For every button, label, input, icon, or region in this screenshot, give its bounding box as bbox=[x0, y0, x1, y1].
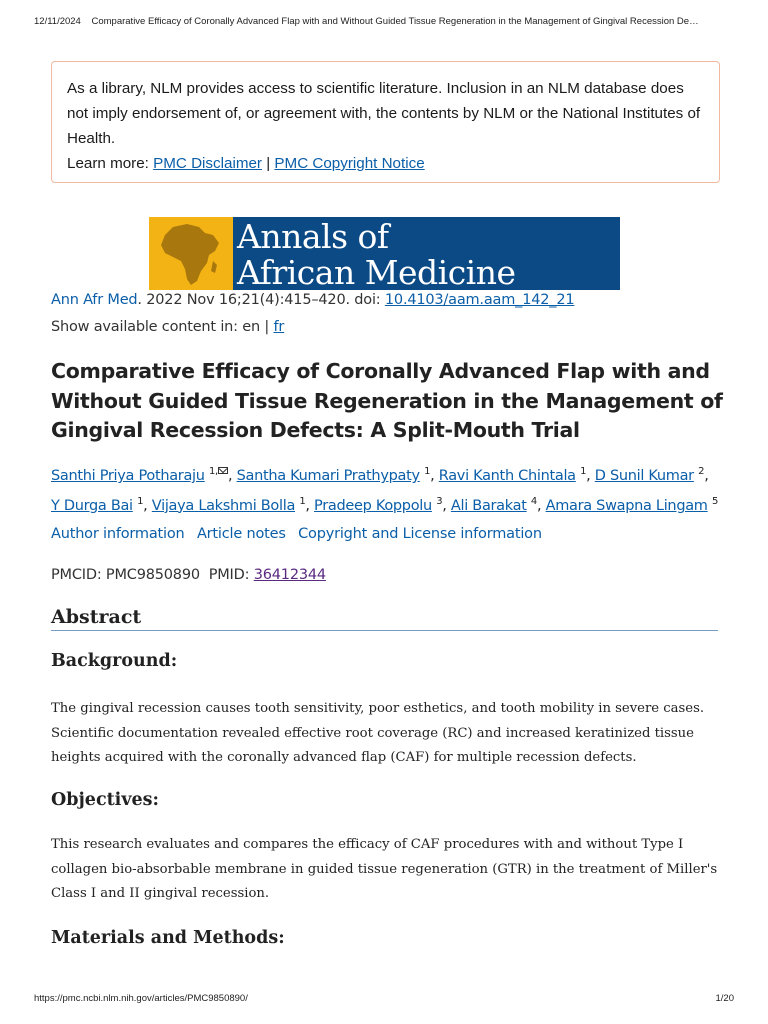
background-text: The gingival recession causes tooth sensitivity, poor esthetics, and tooth mobility in severe cases. Scientific documentation revealed effective root coverage (RC) and increased keratinized tissue heights acquired with the coronally advanced flap (CAF) for multiple recession defects. bbox=[51, 701, 705, 765]
email-icon[interactable] bbox=[218, 467, 228, 474]
citation-details: . 2022 Nov 16;21(4):415–420. doi: bbox=[137, 292, 385, 308]
pmc-copyright-notice-link[interactable]: PMC Copyright Notice bbox=[274, 155, 425, 172]
africa-map-icon bbox=[155, 221, 225, 289]
journal-banner[interactable] bbox=[149, 217, 620, 290]
author-affiliation: 2 bbox=[698, 466, 705, 477]
language-separator: | bbox=[264, 319, 270, 335]
author-affiliation: 3 bbox=[436, 495, 443, 507]
article-identifiers bbox=[51, 567, 326, 583]
learn-more-separator: | bbox=[266, 155, 271, 172]
print-date: 12/11/2024 bbox=[34, 16, 81, 27]
article-title: Comparative Efficacy of Coronally Advanced Flap with and Without Guided Tissue Regeneration in the Management of Gingival Recession Defects: A Split-Mouth Trial bbox=[51, 359, 723, 442]
author-list: Santhi Priya Potharaju $^{1,}$ , Santha Kumari Prathypaty $^1$, Ravi Kanth Chintala $^1$, D Sunil Kumar $^2$, Y Durga Bai $^1$, Vijaya Lakshmi Bolla $^1$, Pradeep Koppolu $^3$, Ali Barakat $^4$, Amara Swapna Lingam $^5$ bbox=[51, 466, 719, 514]
pmid-link[interactable]: 36412344 bbox=[253, 567, 326, 583]
objectives-heading: Objectives: bbox=[51, 790, 159, 810]
journal-link[interactable]: Ann Afr Med bbox=[51, 292, 138, 308]
author-link[interactable]: Santha Kumari Prathypaty bbox=[236, 467, 420, 484]
print-url: https://pmc.ncbi.nlm.nih.gov/articles/PMC9850890/ bbox=[34, 993, 248, 1004]
author-affiliation: 1 bbox=[424, 466, 431, 477]
article-notes-toggle[interactable]: Article notes bbox=[196, 526, 286, 542]
author-information-toggle[interactable]: Author information bbox=[51, 526, 185, 542]
doi-link[interactable]: 10.4103/aam.aam_142_21 bbox=[384, 292, 575, 308]
disclaimer-learn-more bbox=[67, 151, 705, 176]
author-link[interactable]: Ali Barakat bbox=[450, 497, 527, 514]
print-title: Comparative Efficacy of Coronally Advanced Flap with and Without Guided Tissue Regeneration in the Management of Gingival Recession De… bbox=[91, 16, 699, 27]
author-link[interactable]: Y Durga Bai bbox=[51, 497, 133, 514]
author-link[interactable]: D Sunil Kumar bbox=[594, 467, 694, 484]
author-link[interactable]: Ravi Kanth Chintala bbox=[438, 467, 576, 484]
author-affiliation: 1 bbox=[137, 495, 144, 507]
author-link[interactable]: Pradeep Koppolu bbox=[314, 497, 432, 514]
language-label: Show available content in: bbox=[51, 319, 238, 335]
author-affiliation: 4 bbox=[530, 495, 537, 507]
language-en: en bbox=[242, 319, 260, 335]
objectives-text: This research evaluates and compares the efficacy of CAF procedures with and without Type I collagen bio-absorbable membrane in guided tissue regeneration (GTR) in the treatment of Miller's Class I and II gingival recession. bbox=[51, 837, 718, 901]
disclaimer-text: As a library, NLM provides access to scientific literature. Inclusion in an NLM database does not imply endorsement of, or agreement with, the contents by NLM or the National Institutes of Health. bbox=[67, 80, 701, 147]
author-affiliation: 1 bbox=[580, 466, 587, 477]
article-info-links bbox=[51, 526, 550, 542]
pmc-disclaimer-link[interactable]: PMC Disclaimer bbox=[153, 155, 262, 172]
author-affiliation: 1 bbox=[299, 495, 306, 507]
banner-title-line2: African Medicine bbox=[237, 253, 516, 290]
citation-line bbox=[51, 292, 574, 308]
language-fr-link[interactable]: fr bbox=[273, 319, 285, 335]
pmid-label: PMID: bbox=[208, 567, 250, 583]
methods-heading: Materials and Methods: bbox=[51, 928, 285, 948]
banner-title-line1: Annals of bbox=[237, 217, 389, 256]
print-header bbox=[34, 16, 734, 27]
background-heading: Background: bbox=[51, 651, 178, 671]
author-link[interactable]: Santhi Priya Potharaju bbox=[51, 467, 205, 484]
author-link[interactable]: Vijaya Lakshmi Bolla bbox=[151, 497, 296, 514]
learn-more-label: Learn more: bbox=[67, 155, 149, 172]
page-number: 1/20 bbox=[715, 993, 734, 1004]
author-affiliation: 5 bbox=[711, 495, 719, 507]
print-footer bbox=[34, 993, 734, 1004]
pmcid: PMCID: PMC9850890 bbox=[51, 567, 200, 583]
copyright-license-toggle[interactable]: Copyright and License information bbox=[298, 526, 542, 542]
abstract-heading: Abstract bbox=[51, 606, 718, 631]
nlm-disclaimer-box bbox=[51, 61, 720, 183]
author-link[interactable]: Amara Swapna Lingam bbox=[545, 497, 708, 514]
language-selector bbox=[51, 319, 284, 335]
author-affiliation: 1, bbox=[209, 466, 218, 477]
